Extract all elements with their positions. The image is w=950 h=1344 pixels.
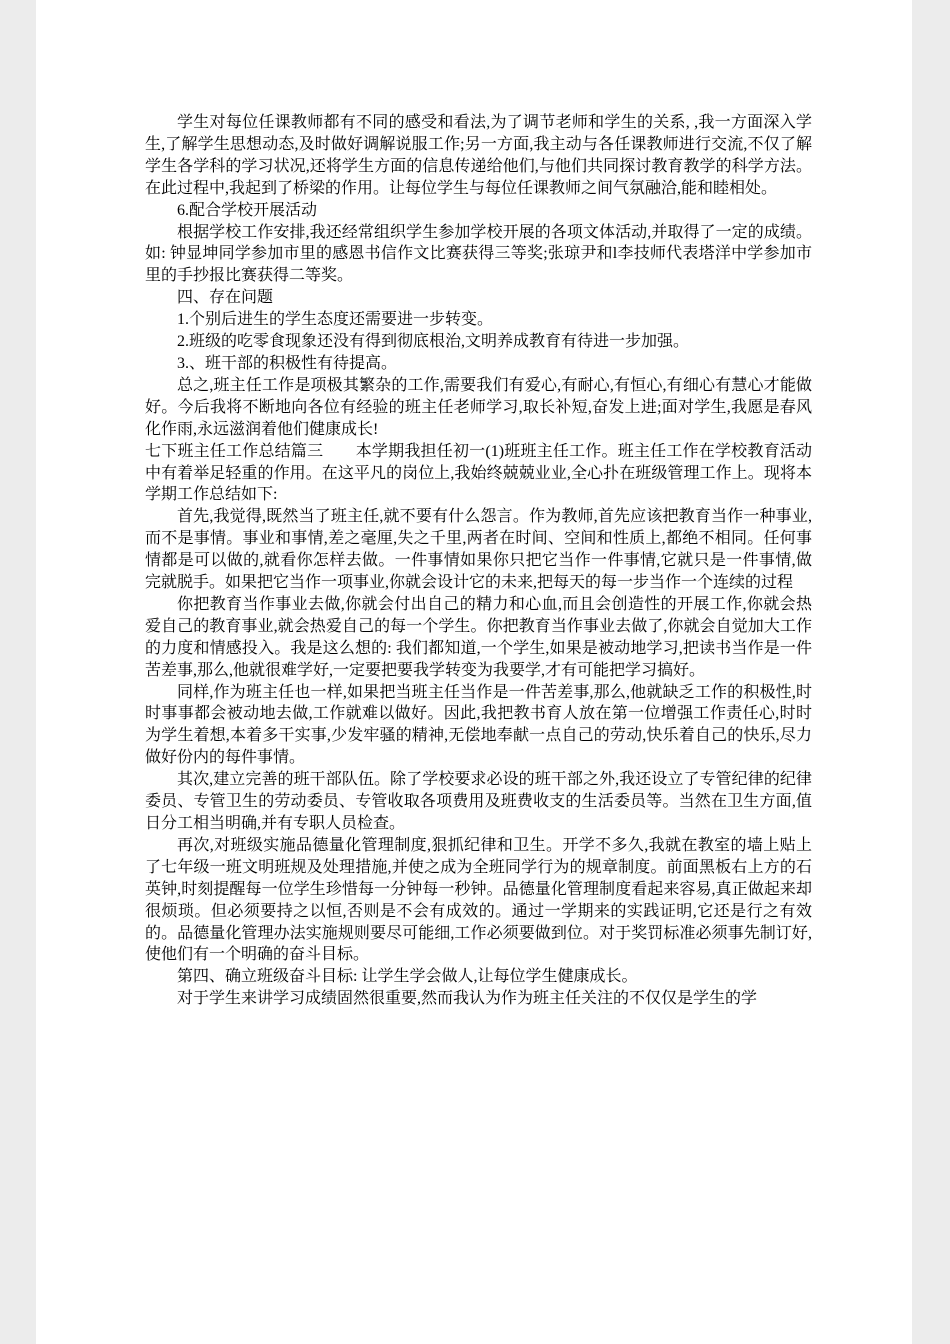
paragraph: 你把教育当作事业去做,你就会付出自己的精力和心血,而且会创造性的开展工作,你就会热爱自己的教育事业,就会热爱自己的每一个学生。你把教育当作事业去做了,你就会自觉加大工作的力度和情感投入。我是这么想的: 我们都知道,一个学生,如果是被动地学习,把读书当作是一件苦差事,那么,他就很难学好,一定要把要我学转变为我要学,才有可能把学习搞好。: [145, 595, 812, 679]
paragraph: 学生对每位任课教师都有不同的感受和看法,为了调节老师和学生的关系, ,我一方面深入学生,了解学生思想动态,及时做好调解说服工作;另一方面,我主动与各任课教师进行交流,不仅了解学生各学科的学习状况,还将学生方面的信息传递给他们,与他们共同探讨教育教学的科学方法。在此过程中,我起到了桥梁的作用。让每位学生与每位任课教师之间气氛融洽,能和睦相处。: [145, 114, 812, 197]
paragraph-part-three-heading: 七下班主任工作总结篇三 本学期我担任初一(1)班班主任工作。班主任工作在学校教育活动中有着举足轻重的作用。在这平凡的岗位上,我始终兢兢业业,全心扑在班级管理工作上。现将本学期工作总结如下:: [145, 442, 812, 504]
document-text-body: [145, 112, 812, 1010]
document-page: [36, 0, 912, 1344]
paragraph-list-item: 1.个别后进生的学生态度还需要进一步转变。: [177, 311, 494, 329]
paragraph: 其次,建立完善的班干部队伍。除了学校要求必设的班干部之外,我还设立了专管纪律的纪律委员、专管卫生的劳动委员、专管收取各项费用及班费收支的生活委员等。当然在卫生方面,值日分工相当明确,并有专职人员检查。: [145, 771, 812, 832]
paragraph-list-item: 3.、班干部的积极性有待提高。: [177, 354, 398, 372]
paragraph-section-heading: 6.配合学校开展活动: [177, 201, 318, 219]
paragraph: 对于学生来讲学习成绩固然很重要,然而我认为作为班主任关注的不仅仅是学生的学: [177, 990, 758, 1008]
window-left-margin: [0, 0, 36, 1344]
window-right-margin: [912, 0, 950, 1344]
paragraph: 第四、确立班级奋斗目标: 让学生学会做人,让每位学生健康成长。: [177, 968, 638, 986]
paragraph: 总之,班主任工作是项极其繁杂的工作,需要我们有爱心,有耐心,有恒心,有细心有慧心才能做好。今后我将不断地向各位有经验的班主任老师学习,取长补短,奋发上进;面对学生,我愿是春风化作雨,永远滋润着他们健康成长!: [145, 376, 812, 438]
paragraph: 同样,作为班主任也一样,如果把当班主任当作是一件苦差事,那么,他就缺乏工作的积极性,时时事事都会被动地去做,工作就难以做好。因此,我把教书育人放在第一位增强工作责任心,时时为学生着想,本着多干实事,少发牢骚的精神,无偿地奉献一点自己的劳动,快乐着自己的快乐,尽力做好份内的每件事情。: [145, 683, 812, 767]
paragraph-list-item: 2.班级的吃零食现象还没有得到彻底根治,文明养成教育有待进一步加强。: [177, 333, 690, 351]
paragraph-section-heading: 四、存在问题: [177, 289, 274, 307]
paragraph: 再次,对班级实施品德量化管理制度,狠抓纪律和卫生。开学不多久,我就在教室的墙上贴上了七年级一班文明班规及处理措施,并使之成为全班同学行为的规章制度。前面黑板右上方的石英钟,时刻提醒每一位学生珍惜每一分钟每一秒钟。品德量化管理制度看起来容易,真正做起来却很烦琐。但必须要持之以恒,否则是不会有成效的。通过一学期来的实践证明,它还是行之有效的。品德量化管理办法实施规则要尽可能细,工作必须要做到位。对于奖罚标准必须事先制订好,使他们有一个明确的奋斗目标。: [145, 836, 812, 964]
paragraph: 首先,我觉得,既然当了班主任,就不要有什么怨言。作为教师,首先应该把教育当作一种事业,而不是事情。事业和事情,差之毫厘,失之千里,两者在时间、空间和性质上,都绝不相同。任何事情都是可以做的,就看你怎样去做。一件事情如果你只把它当作一件事情,它就只是一件事情,做完就脱手。如果把它当作一项事业,你就会设计它的未来,把每天的每一步当作一个连续的过程: [145, 508, 812, 592]
paragraph: 根据学校工作安排,我还经常组织学生参加学校开展的各项文体活动,并取得了一定的成绩。如: 钟显坤同学参加市里的感恩书信作文比赛获得三等奖;张琼尹和l李技师代表塔洋中学参加市里的手抄报比赛获得二等奖。: [145, 223, 812, 285]
